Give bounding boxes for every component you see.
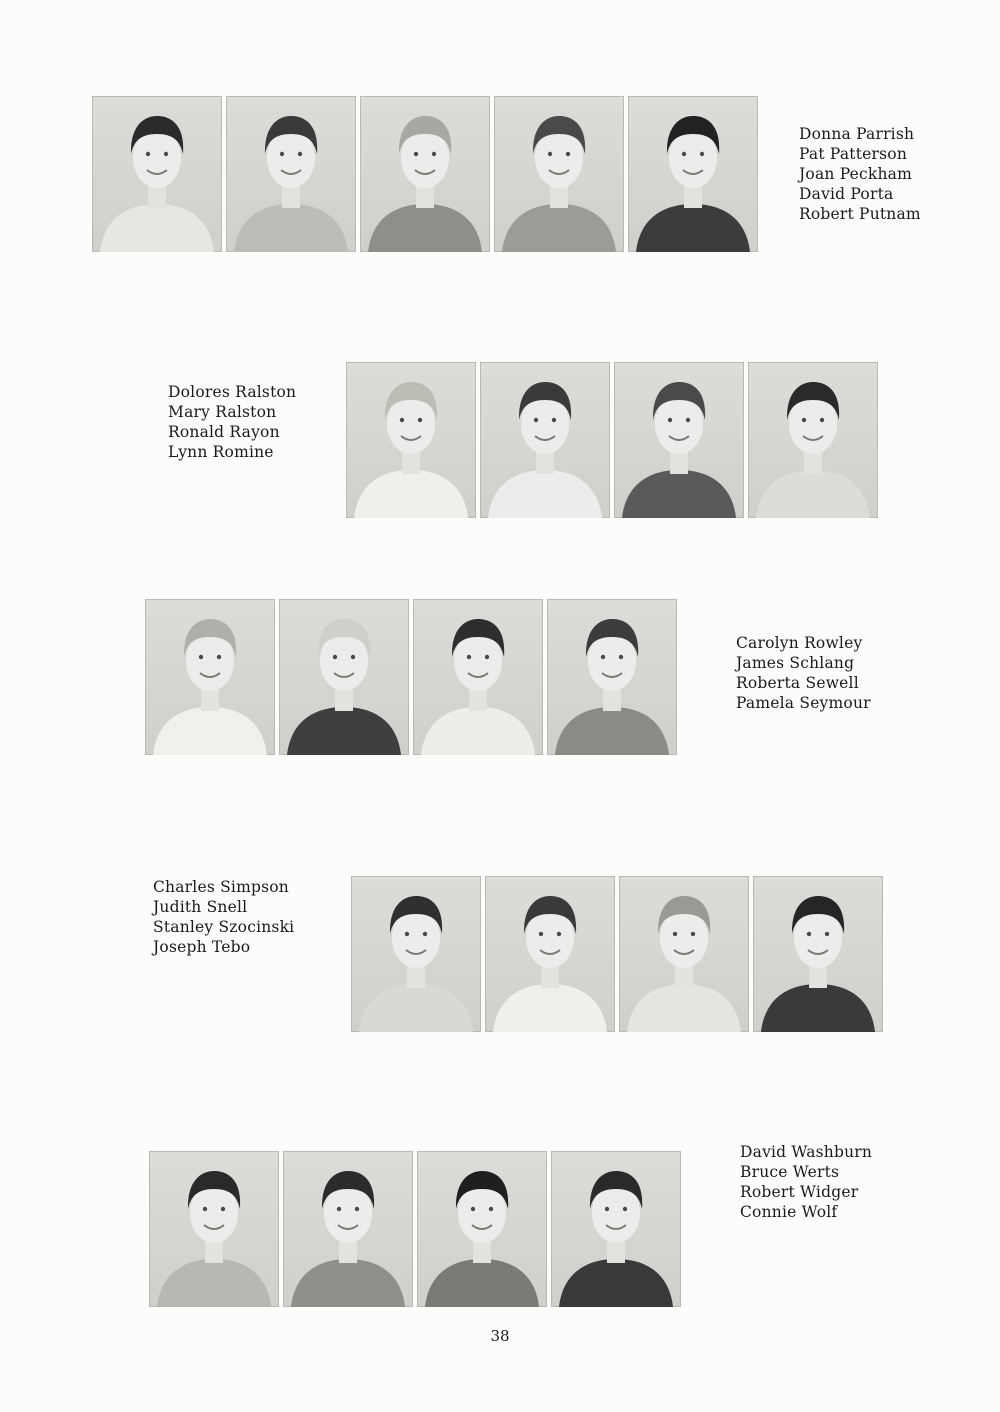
student-photo [547,599,677,755]
student-photo [145,599,275,755]
student-name: David Porta [799,185,894,203]
student-name: Pamela Seymour [736,694,871,712]
student-portrait-icon [753,876,883,1032]
student-name: Charles Simpson [153,878,289,896]
student-name: David Washburn [740,1143,873,1161]
student-photo [494,96,624,252]
student-photo [351,876,481,1032]
student-photo [413,599,543,755]
student-portrait-icon [279,599,409,755]
names-list-3 [736,633,871,713]
student-photo [480,362,610,518]
student-portrait-icon [748,362,878,518]
student-name: Lynn Romine [168,443,274,461]
student-portrait-icon [360,96,490,252]
student-name: Stanley Szocinski [153,918,295,936]
student-portrait-icon [619,876,749,1032]
student-portrait-icon [547,599,677,755]
student-portrait-icon [480,362,610,518]
student-name: Dolores Ralston [168,383,297,401]
student-name: Robert Putnam [799,205,921,223]
photo-row-3 [145,599,677,755]
student-photo [149,1151,279,1307]
student-portrait-icon [283,1151,413,1307]
student-name: Ronald Rayon [168,423,280,441]
student-name: Robert Widger [740,1183,859,1201]
student-portrait-icon [551,1151,681,1307]
student-photo [753,876,883,1032]
student-portrait-icon [485,876,615,1032]
student-photo [748,362,878,518]
student-portrait-icon [494,96,624,252]
student-name: Judith Snell [153,898,248,916]
page-number: 38 [490,1327,510,1345]
student-name: Bruce Werts [740,1163,840,1181]
student-name: Joseph Tebo [153,938,251,956]
student-photo [279,599,409,755]
student-portrait-icon [346,362,476,518]
names-list-4 [153,877,294,957]
student-name: James Schlang [736,654,855,672]
student-photo [485,876,615,1032]
student-name: Pat Patterson [799,145,908,163]
student-photo [283,1151,413,1307]
student-portrait-icon [417,1151,547,1307]
student-portrait-icon [614,362,744,518]
student-portrait-icon [628,96,758,252]
names-list-5 [740,1142,872,1222]
student-photo [360,96,490,252]
student-portrait-icon [92,96,222,252]
names-list-2 [168,382,296,462]
student-name: Roberta Sewell [736,674,859,692]
student-name: Joan Peckham [799,165,912,183]
student-name: Mary Ralston [168,403,277,421]
photo-row-2 [346,362,878,518]
photo-row-1 [92,96,758,252]
student-name: Donna Parrish [799,125,915,143]
names-list-1 [799,124,921,224]
student-portrait-icon [413,599,543,755]
student-photo [614,362,744,518]
student-portrait-icon [351,876,481,1032]
photo-row-5 [149,1151,681,1307]
student-photo [628,96,758,252]
photo-row-4 [351,876,883,1032]
student-name: Connie Wolf [740,1203,838,1221]
student-photo [417,1151,547,1307]
student-name: Carolyn Rowley [736,634,863,652]
student-portrait-icon [145,599,275,755]
student-portrait-icon [149,1151,279,1307]
student-photo [619,876,749,1032]
student-photo [346,362,476,518]
student-photo [551,1151,681,1307]
student-portrait-icon [226,96,356,252]
student-photo [226,96,356,252]
student-photo [92,96,222,252]
